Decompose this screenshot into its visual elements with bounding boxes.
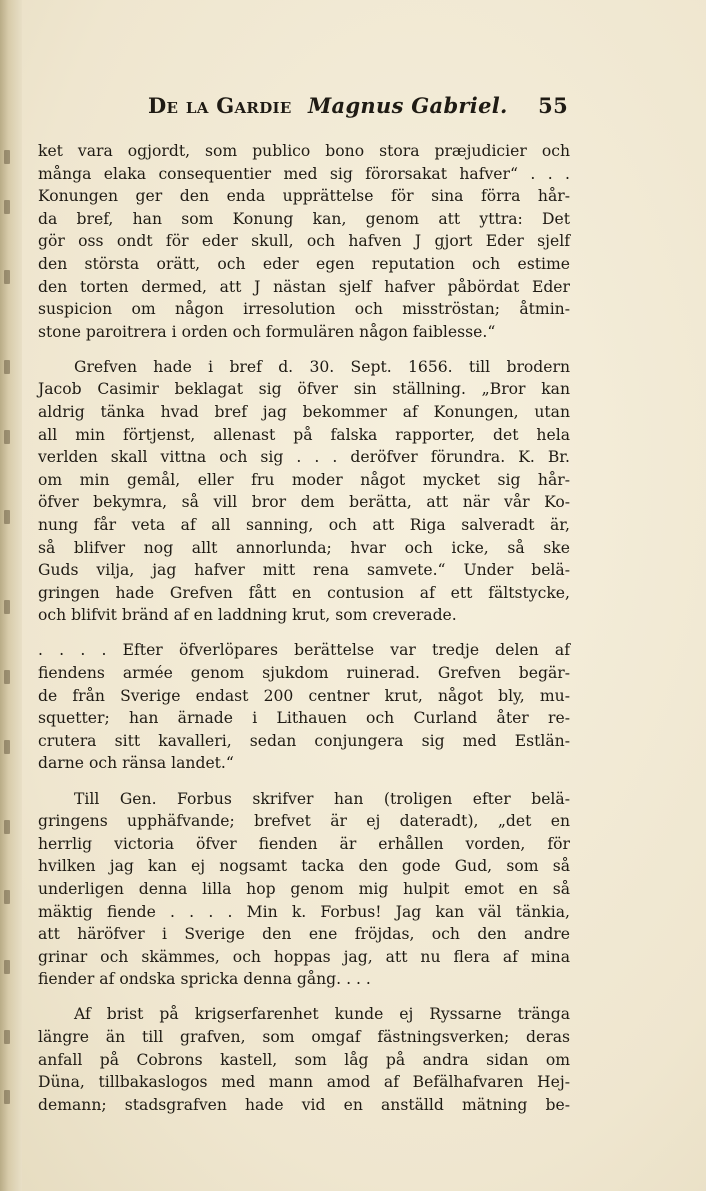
text-line: gringen hade Grefven fått en contusion af ett fältstycke, — [38, 583, 570, 602]
text-line: crutera sitt kavalleri, sedan conjungera sig med Estlän- — [38, 731, 570, 750]
paragraph-1 — [38, 140, 570, 343]
text-line: Jacob Casimir beklagat sig öfver sin ställning. „Bror kan — [38, 380, 570, 399]
text-line: all min förtjenst, allenast på falska rapporter, det hela — [38, 425, 570, 444]
paragraph-5 — [38, 1003, 570, 1116]
text-line: Grefven hade i bref d. 30. Sept. 1656. till brodern — [74, 357, 570, 376]
text-line: längre än till grafven, som omgaf fästningsverken; deras — [38, 1027, 570, 1046]
text-line: Af brist på krigserfarenhet kunde ej Ryssarne tränga — [74, 1005, 570, 1024]
text-line: Till Gen. Forbus skrifver han (troligen efter belä- — [74, 789, 570, 808]
paragraph-2 — [38, 356, 570, 627]
text-line: den torten dermed, att J nästan sjelf hafver påbördat Eder — [38, 277, 570, 296]
paragraph-4 — [38, 788, 570, 991]
text-line: mäktig fiende . . . . Min k. Forbus! Jag kan väl tänkia, — [38, 902, 570, 921]
text-line: darne och ränsa landet.“ — [38, 754, 234, 773]
text-line: den största orätt, och eder egen reputation och estime — [38, 254, 570, 273]
text-line: suspicion om någon irresolution och misströstan; åtmin- — [38, 300, 570, 319]
text-line: da bref, han som Konung kan, genom att yttra: Det — [38, 209, 570, 228]
text-line: hvilken jag kan ej nogsamt tacka den gode Gud, som så — [38, 857, 570, 876]
text-line: de från Sverige endast 200 centner krut, något bly, mu- — [38, 686, 570, 705]
paragraph-3 — [38, 639, 570, 775]
text-line: squetter; han ärnade i Lithauen och Curland åter re- — [38, 709, 570, 728]
bleed-through-marks — [4, 130, 16, 1130]
text-line: om min gemål, eller fru moder något mycket sig hår- — [38, 470, 570, 489]
binding-gutter — [0, 0, 22, 1191]
text-line: aldrig tänka hvad bref jag bekommer af Konungen, utan — [38, 403, 570, 422]
text-line: stone paroitrera i orden och formulären någon faiblesse.“ — [38, 322, 496, 341]
text-line: underligen denna lilla hop genom mig hulpit emot en så — [38, 879, 570, 898]
running-header — [148, 93, 568, 123]
text-line: Guds vilja, jag hafver mitt rena samvete.“ Under belä- — [38, 561, 570, 580]
text-line: grinar och skämmes, och hoppas jag, att nu flera af mina — [38, 947, 570, 966]
text-line: öfver bekymra, så vill bror dem berätta, att när vår Ko- — [38, 493, 570, 512]
text-line: ket vara ogjordt, som publico bono stora præjudicier och — [38, 142, 570, 160]
text-line: fiender af ondska spricka denna gång. . . . — [38, 970, 371, 989]
text-line: fiendens armée genom sjukdom ruinerad. Grefven begär- — [38, 664, 570, 683]
text-line: många elaka consequentier med sig förorsakat hafver“ . . . — [38, 164, 570, 183]
text-line: anfall på Cobrons kastell, som låg på andra sidan om — [38, 1050, 570, 1069]
text-line: demann; stadsgrafven hade vid en anställd mätning be- — [38, 1095, 570, 1114]
text-line: gringens upphäfvande; brefvet är ej dateradt), „det en — [38, 812, 570, 831]
page-number: 55 — [538, 93, 568, 118]
header-name: De la Gardie — [148, 93, 292, 118]
text-line: herrlig victoria öfver fienden är erhållen vorden, för — [38, 834, 570, 853]
text-line: Konungen ger den enda upprättelse för sina förra hår- — [38, 187, 570, 206]
header-subject: Magnus Gabriel. — [308, 93, 508, 118]
text-line: och blifvit bränd af en laddning krut, som creverade. — [38, 606, 457, 625]
text-line: nung får veta af all sanning, och att Riga salveradt är, — [38, 516, 570, 534]
text-line: verlden skall vittna och sig . . . deröfver förundra. K. Br. — [38, 448, 570, 467]
text-line: att häröfver i Sverige den ene fröjdas, och den andre — [38, 925, 570, 944]
text-line: Düna, tillbakaslogos med mann amod af Befälhafvaren Hej- — [38, 1073, 570, 1092]
body-text — [38, 140, 570, 1116]
text-line: gör oss ondt för eder skull, och hafven J gjort Eder sjelf — [38, 232, 570, 251]
text-line: . . . . Efter öfverlöpares berättelse var tredje delen af — [38, 641, 570, 660]
text-line: så blifver nog allt annorlunda; hvar och icke, så ske — [38, 538, 570, 557]
